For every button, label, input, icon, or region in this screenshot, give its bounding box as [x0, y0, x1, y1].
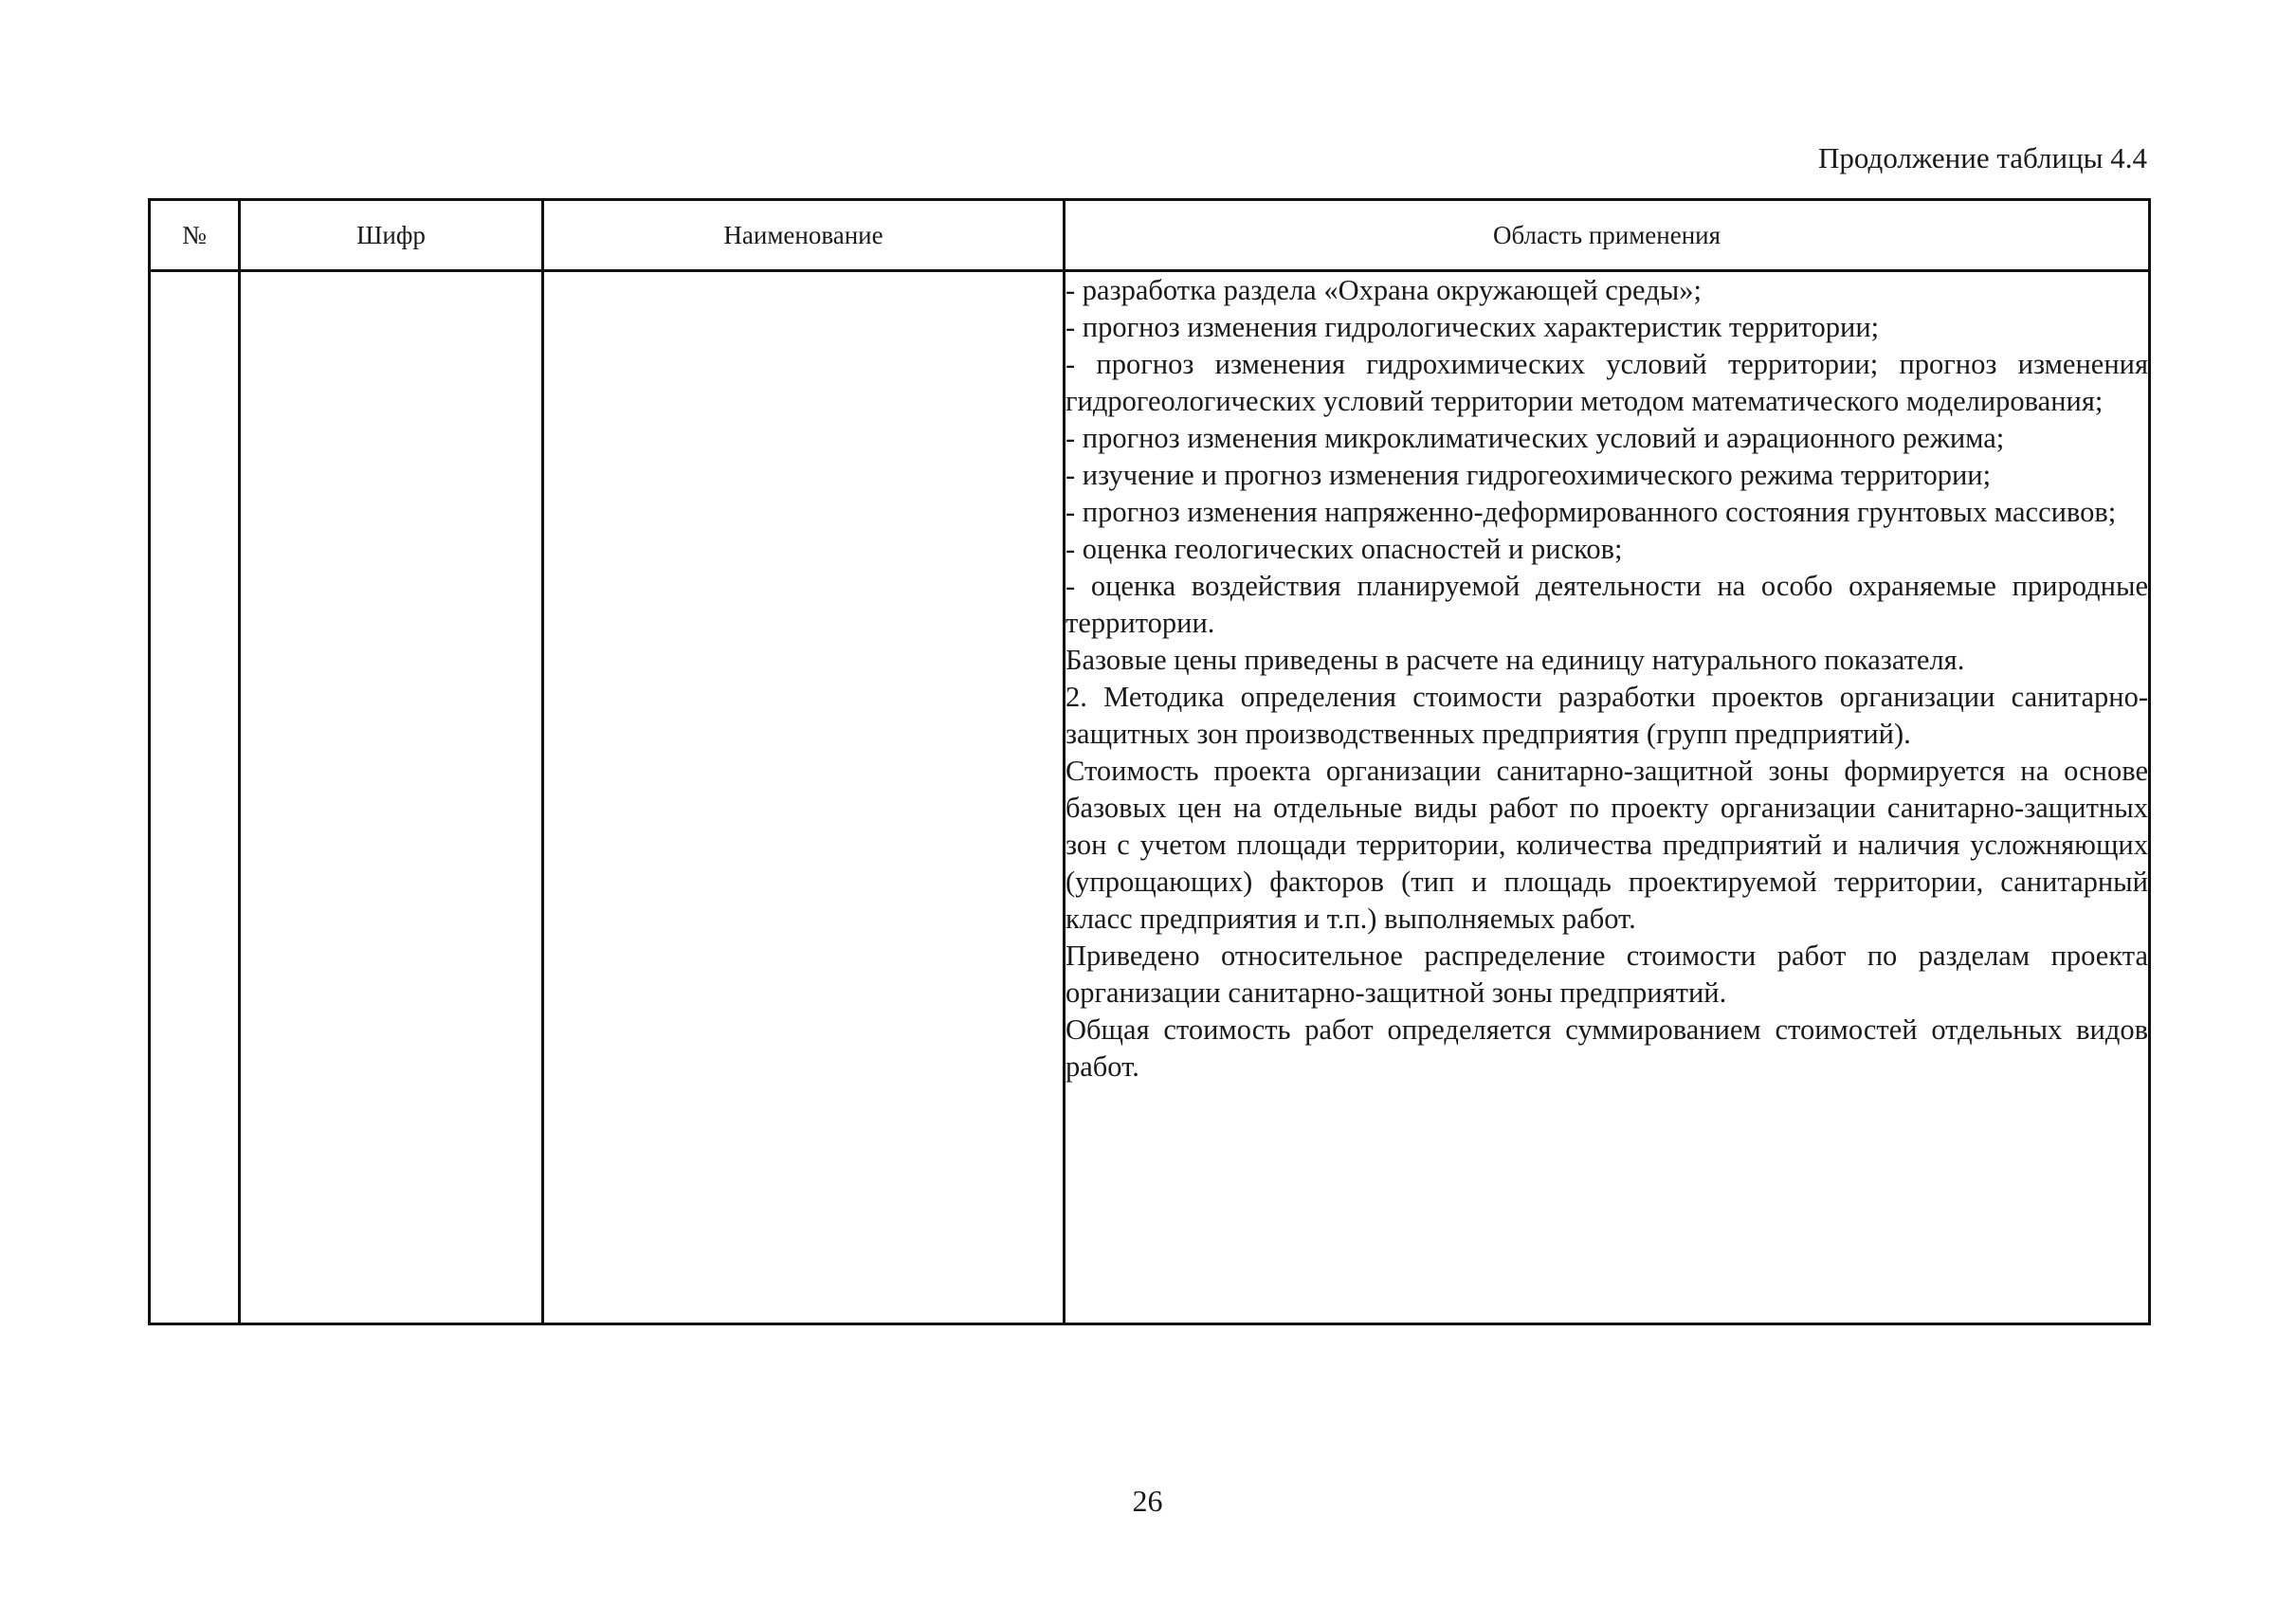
area-paragraph: - оценка воздействия планируемой деятельности на особо охраняемые природные территории.: [1066, 570, 2148, 639]
area-paragraph: - разработка раздела «Охрана окружающей среды»;: [1066, 274, 1702, 306]
cell-number: [150, 271, 240, 1324]
specification-table: [148, 198, 2151, 1325]
page-number: 26: [1132, 1484, 1163, 1518]
header-number: №: [150, 200, 240, 271]
area-paragraph: 2. Методика определения стоимости разработки проектов организации санитарно-защитных зон производственных предприятия (групп предприятий).: [1066, 681, 2148, 750]
table-row: [150, 271, 2150, 1324]
area-paragraph: - прогноз изменения напряженно-деформированного состояния грунтовых массивов;: [1066, 496, 2117, 528]
area-paragraph: Стоимость проекта организации санитарно-защитной зоны формируется на основе базовых цен на отдельные виды работ по проекту организации санитарно-защитных зон с учетом площади территории, количества предприятий и наличия усложняющих (упрощающих) факторов (тип и площадь проектируемой территории, санитарный класс предприятия и т.п.) выполняемых работ.: [1066, 755, 2148, 935]
cell-application-area: [1065, 271, 2150, 1324]
table-continuation-caption: Продолжение таблицы 4.4: [1818, 141, 2147, 174]
area-paragraph: - прогноз изменения микроклиматических условий и аэрационного режима;: [1066, 422, 2005, 454]
area-paragraph: - изучение и прогноз изменения гидрогеохимического режима территории;: [1066, 459, 1992, 491]
header-area: Область применения: [1065, 200, 2150, 271]
header-code: Шифр: [240, 200, 543, 271]
cell-name: [543, 271, 1065, 1324]
area-paragraph: Приведено относительное распределение стоимости работ по разделам проекта организации санитарно-защитной зоны предприятий.: [1066, 940, 2148, 1009]
cell-code: [240, 271, 543, 1324]
area-paragraph: Общая стоимость работ определяется суммированием стоимостей отдельных видов работ.: [1066, 1013, 2148, 1083]
table-header-row: [150, 200, 2150, 271]
header-name: Наименование: [543, 200, 1065, 271]
area-paragraph: - прогноз изменения гидрологических характеристик территории;: [1066, 311, 1880, 343]
area-paragraph: - прогноз изменения гидрохимических условий территории; прогноз изменения гидрогеологических условий территории методом математического моделирования;: [1066, 348, 2148, 417]
area-paragraph: Базовые цены приведены в расчете на единицу натурального показателя.: [1066, 644, 1965, 676]
area-paragraph: - оценка геологических опасностей и рисков;: [1066, 533, 1623, 565]
